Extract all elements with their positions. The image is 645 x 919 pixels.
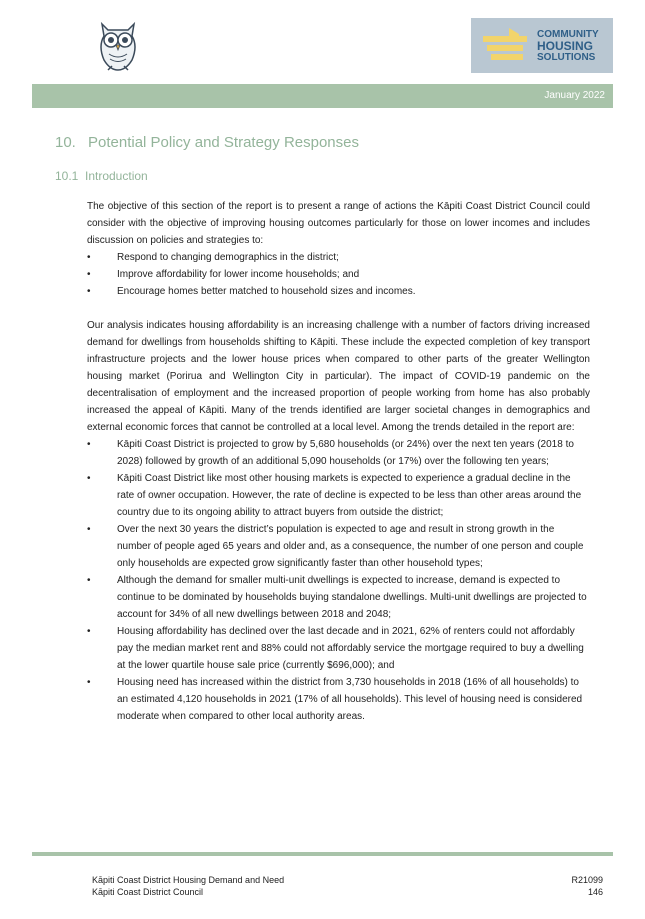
body-text xyxy=(87,198,590,725)
list-item-text: Kāpiti Coast District like most other housing markets is expected to experience a gradual decline in the rate of owner occupation. However, the rate of decline is expected to be less than other areas around the country due to its ongoing ability to attract buyers from outside the district; xyxy=(117,473,582,518)
list-item xyxy=(87,266,590,283)
list-item-text: Housing affordability has declined over the last decade and in 2021, 62% of renters could not affordably pay the median market rent and 88% could not affordably service the mortgage required to buy a dwelling at the lower quartile house sale price (currently $696,000); and xyxy=(117,626,584,671)
analysis-paragraph: Our analysis indicates housing affordability is an increasing challenge with a number of factors driving increased demand for dwellings from households shifting to Kāpiti. These include the expected completion of key transport infrastructure projects and the lower house prices when compared to other parts of the greater Wellington housing market (Porirua and Wellington City in particular). The impact of COVID-19 pandemic on the decentralisation of employment and the increased proportion of people working from home has also probably increased the appeal of Kāpiti. Many of the trends identified are larger societal changes in demographics and external economic forces that cannot be controlled at a local level. Among the trends detailed in the report are: xyxy=(87,320,590,433)
list-item xyxy=(87,623,590,674)
list-item-text: Although the demand for smaller multi-unit dwellings is expected to increase, demand is expected to continue to be dominated by households buying standalone dwellings. Multi-unit dwellings are projected to account for 34% of all new dwellings between 2018 and 2048; xyxy=(117,575,587,620)
bullet-icon: • xyxy=(87,269,91,280)
owl-logo-icon xyxy=(92,16,144,74)
logo-line-3: SOLUTIONS xyxy=(537,52,596,63)
footer-left xyxy=(92,874,284,898)
footer-client: Kāpiti Coast District Council xyxy=(92,887,204,897)
list-item-text: Kāpiti Coast District is projected to grow by 5,680 households (or 24%) over the next ten years (2018 to 2028) followed by growth of an additional 5,090 households (or 17%) over the following ten years; xyxy=(117,439,574,467)
bullet-icon: • xyxy=(87,439,91,450)
footer-report-title: Kāpiti Coast District Housing Demand and Need xyxy=(92,875,285,885)
footer-band xyxy=(32,852,613,856)
bullet-icon: • xyxy=(87,575,91,586)
house-stripes-icon xyxy=(479,26,533,66)
bullet-icon: • xyxy=(87,252,91,263)
list-item xyxy=(87,521,590,572)
bullet-icon: • xyxy=(87,473,91,484)
list-item-text: Respond to changing demographics in the district; xyxy=(117,252,339,263)
subsection-heading xyxy=(55,169,148,183)
bullet-icon: • xyxy=(87,524,91,535)
intro-paragraph: The objective of this section of the report is to present a range of actions the Kāpiti Coast District Council could consider with the objective of improving housing outcomes particularly for those on lower incomes and includes discussion on policies and strategies to: xyxy=(87,201,590,246)
footer-report-number: R21099 xyxy=(571,875,603,885)
footer-right xyxy=(571,874,603,898)
list-item xyxy=(87,283,590,300)
logo-line-1: COMMUNITY xyxy=(537,29,599,40)
subsection-title: Introduction xyxy=(85,169,148,183)
bullet-icon: • xyxy=(87,626,91,637)
header-band xyxy=(32,84,613,108)
list-item xyxy=(87,249,590,266)
list-item xyxy=(87,470,590,521)
list-item xyxy=(87,674,590,725)
header-date: January 2022 xyxy=(544,90,605,101)
bullet-icon: • xyxy=(87,677,91,688)
page-number: 146 xyxy=(587,887,603,897)
logo-line-2: HOUSING xyxy=(537,39,594,53)
list-item xyxy=(87,436,590,470)
section-heading xyxy=(55,134,359,151)
list-item-text: Over the next 30 years the district’s population is expected to age and result in strong growth in the number of people aged 65 years and older and, as a consequence, the number of one person and couple only households are expected grow significantly faster than other household types; xyxy=(117,524,584,569)
intro-bullet-list xyxy=(87,249,590,300)
logo-wordmark xyxy=(537,30,599,63)
list-item-text: Housing need has increased within the district from 3,730 households in 2018 (16% of all households) to an estimated 4,120 households in 2021 (17% of all households). This level of housing need is considered moderate when compared to other local authority areas. xyxy=(117,677,583,722)
list-item-text: Improve affordability for lower income households; and xyxy=(117,269,360,280)
list-item-text: Encourage homes better matched to household sizes and incomes. xyxy=(117,286,416,297)
bullet-icon: • xyxy=(87,286,91,297)
list-item xyxy=(87,572,590,623)
trend-bullet-list xyxy=(87,436,590,725)
subsection-number: 10.1 xyxy=(55,169,79,183)
community-housing-solutions-logo xyxy=(471,18,613,73)
section-number: 10. xyxy=(55,134,76,151)
section-title: Potential Policy and Strategy Responses xyxy=(88,134,359,151)
